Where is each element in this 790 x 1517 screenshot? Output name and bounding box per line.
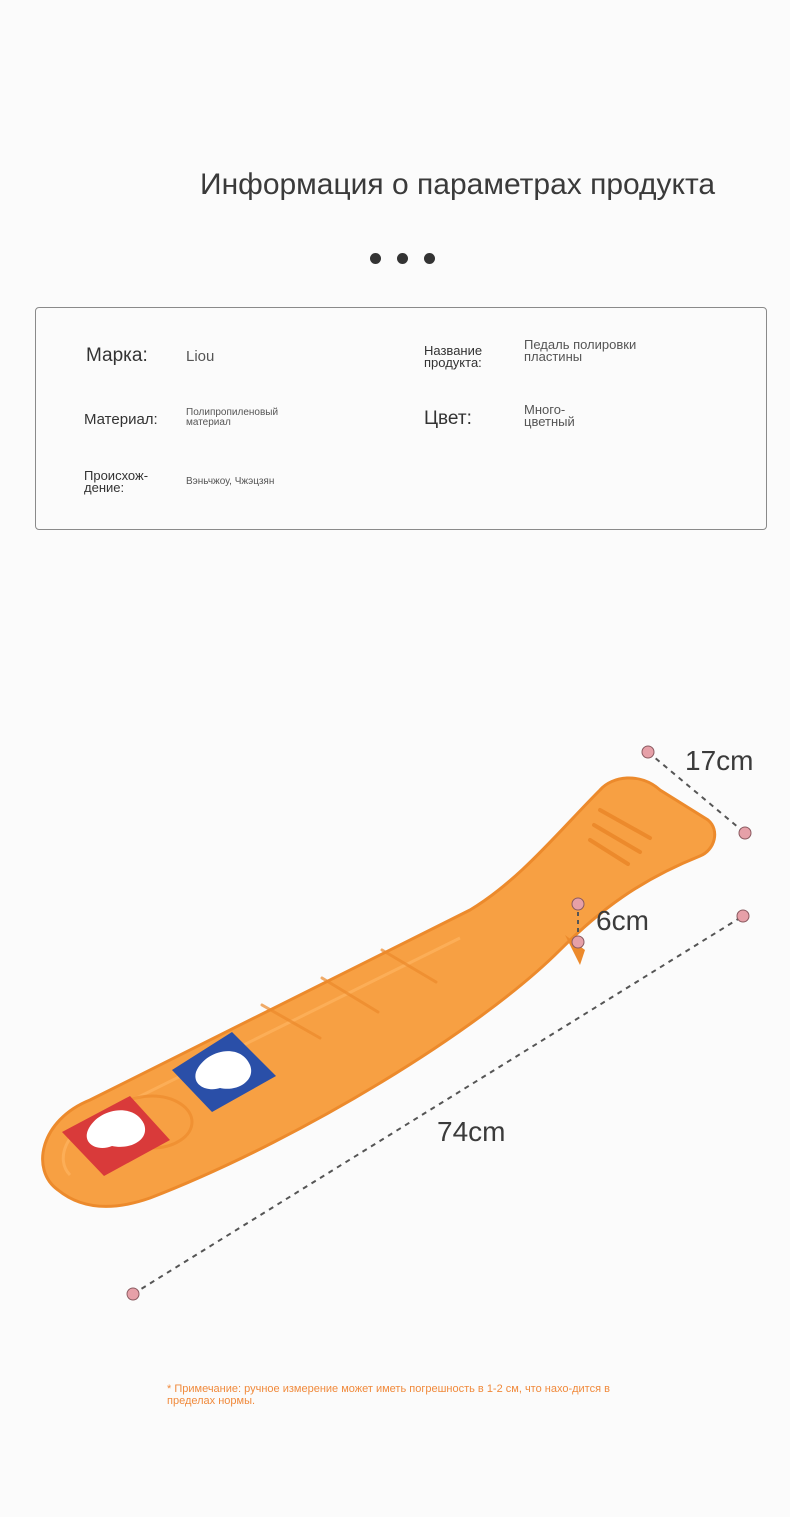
- product-illustration: [0, 720, 790, 1340]
- brand-label: Марка:: [86, 345, 148, 366]
- divider-dots: [370, 253, 435, 264]
- dot: [424, 253, 435, 264]
- height-label: 6cm: [596, 905, 649, 936]
- dot: [397, 253, 408, 264]
- page-title: Информация о параметрах продукта: [200, 168, 716, 201]
- length-label: 74cm: [437, 1116, 506, 1147]
- material-value: Полипропиленовый материал: [186, 407, 279, 428]
- product-name-label: Название продукта:: [424, 343, 483, 370]
- measurement-note: * Примечание: ручное измерение может иметь погрешность в 1-2 см, что нахо-дится в пределах нормы.: [167, 1383, 610, 1407]
- color-value: Много-цветный: [524, 402, 575, 429]
- dot: [370, 253, 381, 264]
- origin-label: Происхож-дение:: [84, 468, 149, 495]
- product-name-value: Педаль полировки пластины: [524, 337, 637, 364]
- material-label: Материал:: [84, 411, 158, 428]
- origin-value: Вэньчжоу, Чжэцзян: [186, 476, 275, 487]
- spec-table: [35, 307, 767, 530]
- width-label: 17cm: [685, 745, 754, 776]
- color-label: Цвет:: [424, 408, 472, 429]
- brand-value: Liou: [186, 348, 215, 365]
